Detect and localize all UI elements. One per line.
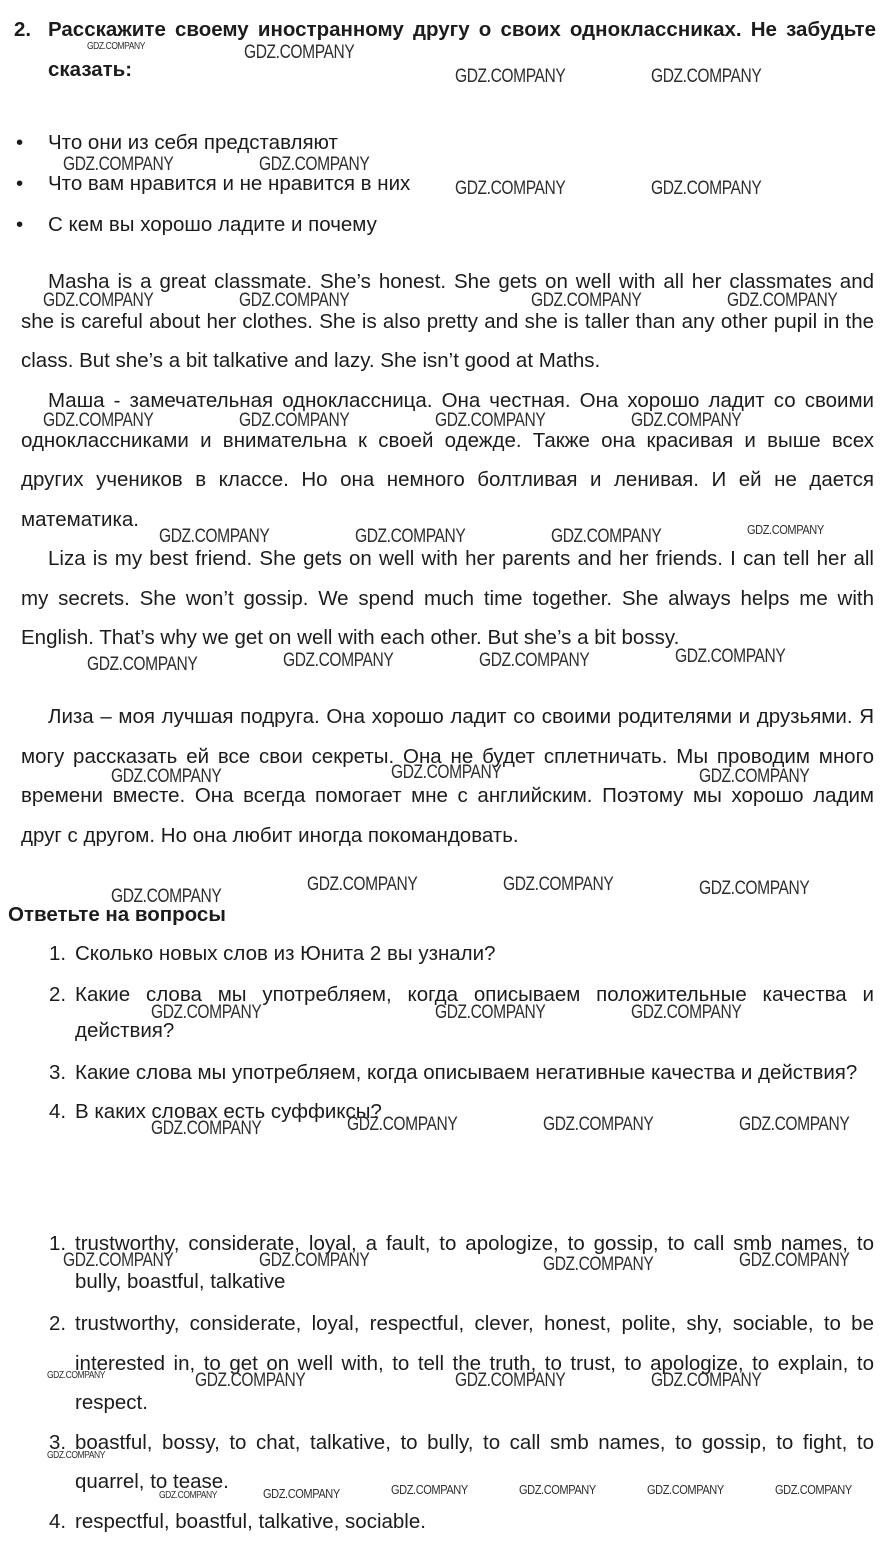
watermark: GDZ.COMPANY (263, 1486, 340, 1501)
watermark: GDZ.COMPANY (631, 1002, 742, 1023)
watermark: GDZ.COMPANY (699, 878, 810, 899)
bullet-dot-icon: • (16, 131, 24, 154)
watermark: GDZ.COMPANY (239, 290, 350, 311)
answer-item: 1. trustworthy, considerate, loyal, a fault, to apologize, to gossip, to call smb names, to bully, boastful, talkative (49, 1232, 874, 1293)
watermark: GDZ.COMPANY (159, 1490, 217, 1501)
watermark: GDZ.COMPANY (647, 1482, 724, 1497)
watermark: GDZ.COMPANY (775, 1482, 852, 1497)
bullet-item: • С кем вы хорошо ладите и почему (16, 204, 876, 245)
task-text: Расскажите своему иностранному другу о своих одноклассниках. Не забудьте сказать: (48, 18, 876, 81)
watermark: GDZ.COMPANY (355, 526, 466, 547)
watermark: GDZ.COMPANY (87, 41, 145, 52)
answers-list (49, 1225, 874, 1541)
answer-item: 4. respectful, boastful, talkative, sociable. (49, 1509, 426, 1533)
watermark: GDZ.COMPANY (47, 1450, 105, 1461)
bullet-item: • Что вам нравится и не нравится в них (16, 163, 876, 204)
watermark: GDZ.COMPANY (259, 1250, 370, 1271)
watermark: GDZ.COMPANY (631, 410, 742, 431)
watermark: GDZ.COMPANY (651, 178, 762, 199)
watermark: GDZ.COMPANY (347, 1114, 458, 1135)
bullet-list (16, 122, 876, 245)
watermark: GDZ.COMPANY (739, 1114, 850, 1135)
question-item: 3. Какие слова мы употребляем, когда описываем негативные качества и действия? (49, 1061, 858, 1084)
watermark: GDZ.COMPANY (111, 886, 222, 907)
watermark: GDZ.COMPANY (455, 1370, 566, 1391)
question-item: 4. В каких словах есть суффиксы? (49, 1100, 382, 1123)
watermark: GDZ.COMPANY (391, 1482, 468, 1497)
questions-list (49, 936, 874, 1131)
watermark: GDZ.COMPANY (503, 874, 614, 895)
watermark: GDZ.COMPANY (543, 1254, 654, 1275)
watermark: GDZ.COMPANY (519, 1482, 596, 1497)
watermark: GDZ.COMPANY (455, 178, 566, 199)
watermark: GDZ.COMPANY (63, 1250, 174, 1271)
watermark: GDZ.COMPANY (283, 650, 394, 671)
watermark: GDZ.COMPANY (651, 1370, 762, 1391)
task-heading (14, 10, 876, 90)
watermark: GDZ.COMPANY (244, 42, 355, 63)
answer-item: 3. boastful, bossy, to chat, talkative, to bully, to call smb names, to gossip, to fight, to quarrel, to tease. (49, 1430, 874, 1493)
watermark: GDZ.COMPANY (747, 522, 824, 537)
watermark: GDZ.COMPANY (651, 66, 762, 87)
paragraph-masha-en: Masha is a great classmate. She’s honest. She gets on well with all her classmates and she is careful about her clothes. She is also pretty and she is taller than any other pupil in the class. But she’s a bit talkative and lazy. She isn’t good at Maths. (21, 270, 874, 372)
watermark: GDZ.COMPANY (675, 646, 786, 667)
paragraph-masha-ru: Маша - замечательная одноклассница. Она честная. Она хорошо ладит со своими одноклассниками и внимательна к своей одежде. Также она красивая и выше всех других учеников в классе. Но она немного болтливая и ленивая. И ей не дается математика. (21, 389, 874, 531)
questions-heading: Ответьте на вопросы (8, 903, 226, 926)
watermark: GDZ.COMPANY (239, 410, 350, 431)
watermark: GDZ.COMPANY (455, 66, 566, 87)
watermark: GDZ.COMPANY (435, 1002, 546, 1023)
watermark: GDZ.COMPANY (87, 654, 198, 675)
watermark: GDZ.COMPANY (47, 1370, 105, 1381)
watermark: GDZ.COMPANY (259, 154, 370, 175)
watermark: GDZ.COMPANY (531, 290, 642, 311)
watermark: GDZ.COMPANY (739, 1250, 850, 1271)
task-number: 2. (14, 18, 32, 41)
watermark: GDZ.COMPANY (699, 766, 810, 787)
watermark: GDZ.COMPANY (391, 762, 502, 783)
bullet-dot-icon: • (16, 172, 24, 195)
watermark: GDZ.COMPANY (63, 154, 174, 175)
watermark: GDZ.COMPANY (195, 1370, 306, 1391)
watermark: GDZ.COMPANY (435, 410, 546, 431)
watermark: GDZ.COMPANY (307, 874, 418, 895)
bullet-item: • Что они из себя представляют (16, 122, 876, 163)
question-item: 1. Сколько новых слов из Юнита 2 вы узнали? (49, 942, 496, 965)
watermark: GDZ.COMPANY (151, 1118, 262, 1139)
watermark: GDZ.COMPANY (479, 650, 590, 671)
watermark: GDZ.COMPANY (159, 526, 270, 547)
watermark: GDZ.COMPANY (551, 526, 662, 547)
bullet-dot-icon: • (16, 213, 24, 236)
paragraph-liza-en: Liza is my best friend. She gets on well with her parents and her friends. I can tell her all my secrets. She won’t gossip. We spend much time together. She always helps me with English. That’s why we get on well with each other. But she’s a bit bossy. (21, 547, 874, 649)
watermark: GDZ.COMPANY (43, 290, 154, 311)
watermark: GDZ.COMPANY (543, 1114, 654, 1135)
question-item: 2. Какие слова мы употребляем, когда описываем положительные качества и действия? (49, 983, 874, 1042)
watermark: GDZ.COMPANY (43, 410, 154, 431)
watermark: GDZ.COMPANY (151, 1002, 262, 1023)
watermark: GDZ.COMPANY (111, 766, 222, 787)
watermark: GDZ.COMPANY (727, 290, 838, 311)
answer-item: 2. trustworthy, considerate, loyal, respectful, clever, honest, polite, shy, sociable, to be interested in, to get on well with, to tell the truth, to trust, to apologize, to explain, to respect. (49, 1312, 874, 1414)
paragraph-liza-ru: Лиза – моя лучшая подруга. Она хорошо ладит со своими родителями и друзьями. Я могу рассказать ей все свои секреты. Она не будет сплетничать. Мы проводим много времени вместе. Она всегда помогает мне с английским. Поэтому мы хорошо ладим друг с другом. Но она любит иногда покомандовать. (21, 705, 874, 847)
